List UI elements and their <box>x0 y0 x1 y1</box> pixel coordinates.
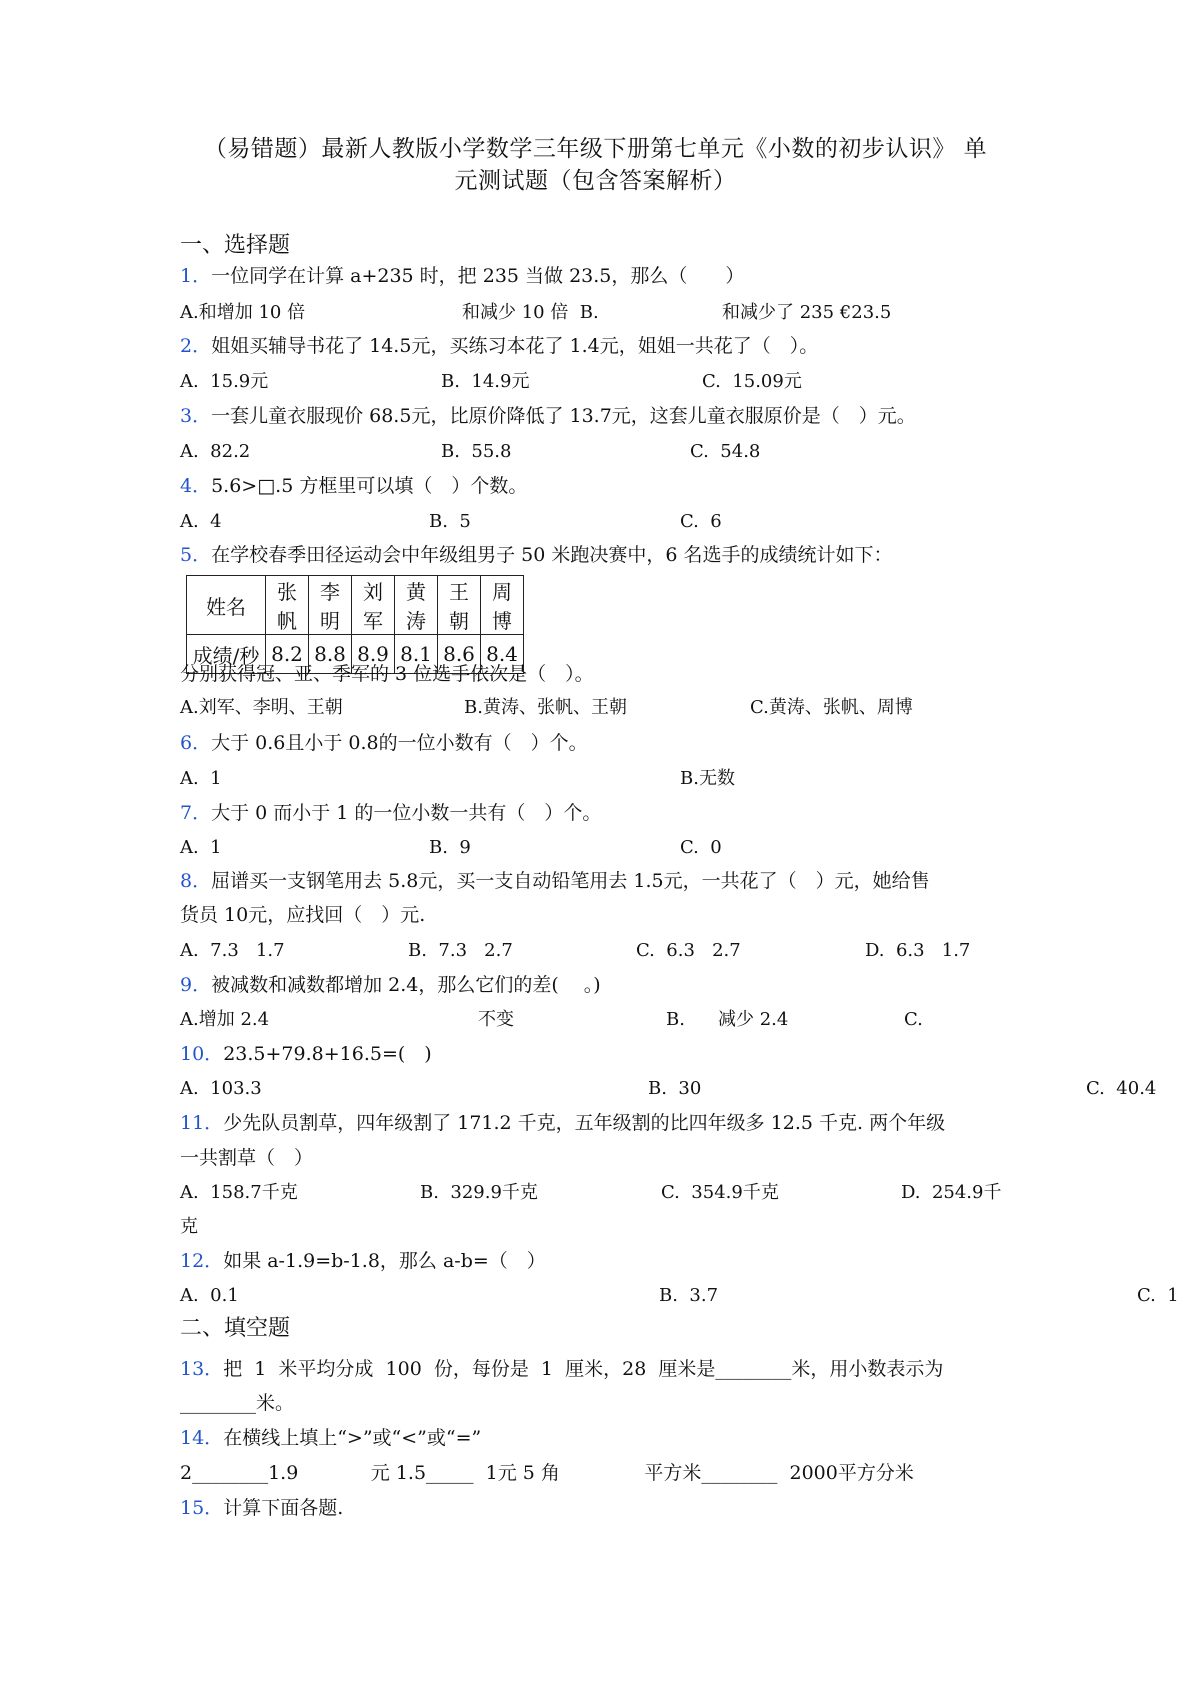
option-d: D. 254.9千 <box>901 1182 1002 1203</box>
table-cell: 8.1 <box>395 635 438 674</box>
option-a: A. 7.3 1.7 <box>180 940 285 961</box>
option-b: B. 3.7 <box>659 1285 719 1306</box>
option-b: B. 5 <box>429 511 471 532</box>
question-6 <box>180 730 588 756</box>
option-a: A. 1 <box>180 837 222 858</box>
question-number: 8． <box>180 870 212 892</box>
option-b: B. 329.9千克 <box>420 1182 538 1203</box>
option-b: B.无数 <box>680 768 735 789</box>
question-number: 9． <box>180 974 212 996</box>
option-c: C. 40.4 <box>1086 1078 1157 1099</box>
question-number: 7． <box>180 802 212 824</box>
option-a: A. 1 <box>180 768 222 789</box>
option-a: A. 15.9元 <box>180 371 269 392</box>
section-heading-fill: 二、填空题 <box>180 1316 291 1341</box>
option-b: B. 14.9元 <box>441 371 530 392</box>
option-a: A.增加 2.4 <box>180 1009 270 1030</box>
option-b-text: 减少 2.4 <box>718 1009 789 1030</box>
question-3 <box>180 403 916 429</box>
question-14 <box>180 1425 481 1451</box>
question-1 <box>180 263 744 289</box>
question-5 <box>180 542 892 568</box>
question-13 <box>180 1356 943 1382</box>
option-a: A. 158.7千克 <box>180 1182 298 1203</box>
question-text: 在横线上填上“>”或“<”或“=” <box>223 1427 482 1449</box>
question-text: 被减数和减数都增加 2.4，那么它们的差( 。) <box>211 974 601 996</box>
question-text: 屈谱买一支钢笔用去 5.8元，买一支自动铅笔用去 1.5元，一共花了（ ）元，她给售 <box>211 870 930 892</box>
option-b: B. <box>666 1009 685 1030</box>
question-number: 3． <box>180 405 212 427</box>
question-text: 把 1 米平均分成 100 份，每份是 1 厘米，28 厘米是________米，用小数表示为 <box>223 1358 944 1380</box>
option-b: B. 30 <box>648 1078 702 1099</box>
option-c: C. 6.3 2.7 <box>636 940 741 961</box>
option-c: C. 15.09元 <box>702 371 802 392</box>
question-14-blanks: 2________1.9 元 1.5_____ 1元 5 角 平方米________ 2000平方分米 <box>180 1462 914 1484</box>
option-c: C. 354.9千克 <box>661 1182 779 1203</box>
table-cell: 周博 <box>481 576 524 635</box>
option-a: A. 103.3 <box>180 1078 262 1099</box>
question-number: 4． <box>180 475 212 497</box>
option-a: A.和增加 10 倍 <box>180 302 306 323</box>
option-a: A. 82.2 <box>180 441 251 462</box>
option-c: 和减少了 235 €23.5 <box>722 302 892 323</box>
table-row <box>187 576 524 635</box>
question-10 <box>180 1041 432 1067</box>
document-title <box>150 133 1041 197</box>
question-7 <box>180 800 601 826</box>
question-12 <box>180 1248 546 1274</box>
question-4 <box>180 473 527 499</box>
question-text: 23.5+79.8+16.5=( ) <box>223 1043 432 1065</box>
option-c: C. 54.8 <box>690 441 761 462</box>
question-text: 姐姐买辅导书花了 14.5元，买练习本花了 1.4元，姐姐一共花了（ ）。 <box>211 335 819 357</box>
question-15 <box>180 1495 343 1521</box>
option-b: B. 9 <box>429 837 471 858</box>
question-text: 大于 0.6且小于 0.8的一位小数有（ ）个。 <box>211 732 588 754</box>
question-5-follow: 分别获得冠、亚、季军的 3 位选手依次是（ ）。 <box>180 663 594 685</box>
table-cell: 8.2 <box>266 635 309 674</box>
option-c: C. <box>904 1009 923 1030</box>
table-cell: 8.8 <box>309 635 352 674</box>
table-cell: 李明 <box>309 576 352 635</box>
question-text: 如果 a-1.9=b-1.8，那么 a-b=（ ） <box>223 1250 546 1272</box>
question-2 <box>180 333 818 359</box>
question-text: 5.6>□.5 方框里可以填（ ）个数。 <box>211 475 528 497</box>
table-cell: 8.9 <box>352 635 395 674</box>
option-c: C. 1 <box>1137 1285 1179 1306</box>
table-cell: 王朝 <box>438 576 481 635</box>
question-number: 15． <box>180 1497 224 1519</box>
option-a: A. 0.1 <box>180 1285 239 1306</box>
question-8 <box>180 868 930 894</box>
question-number: 10． <box>180 1043 224 1065</box>
section-heading-choice: 一、选择题 <box>180 233 291 258</box>
option-a: A. 4 <box>180 511 222 532</box>
title-line-2: 元测试题（包含答案解析） <box>454 168 737 194</box>
question-13-line-2: ________米。 <box>180 1392 295 1414</box>
question-number: 5． <box>180 544 212 566</box>
table-cell: 8.6 <box>438 635 481 674</box>
question-number: 2． <box>180 335 212 357</box>
question-number: 14． <box>180 1427 224 1449</box>
question-11-line-2: 一共割草（ ） <box>180 1147 314 1169</box>
option-d: D. 6.3 1.7 <box>865 940 971 961</box>
table-cell: 8.4 <box>481 635 524 674</box>
table-cell: 刘军 <box>352 576 395 635</box>
question-number: 13． <box>180 1358 224 1380</box>
table-header-name: 姓名 <box>187 576 266 635</box>
option-b: B.黄涛、张帆、王朝 <box>464 697 627 718</box>
option-a: A.刘军、李明、王朝 <box>180 697 343 718</box>
question-number: 11． <box>180 1112 224 1134</box>
option-c: C. 0 <box>680 837 722 858</box>
table-cell: 黄涛 <box>395 576 438 635</box>
question-number: 12． <box>180 1250 224 1272</box>
table-header-score: 成绩/秒 <box>187 635 266 674</box>
results-table <box>186 575 524 674</box>
question-number: 6． <box>180 732 212 754</box>
option-b: B. 55.8 <box>441 441 512 462</box>
question-text: 一位同学在计算 a+235 时，把 235 当做 23.5，那么（ ） <box>211 265 745 287</box>
question-11 <box>180 1110 945 1136</box>
title-line-1: （易错题）最新人教版小学数学三年级下册第七单元《小数的初步认识》 单 <box>203 136 988 162</box>
option-b: 和减少 10 倍 B. <box>462 302 599 323</box>
table-cell: 张帆 <box>266 576 309 635</box>
question-text: 在学校春季田径运动会中年级组男子 50 米跑决赛中，6 名选手的成绩统计如下： <box>211 544 893 566</box>
question-8-line-2: 货员 10元，应找回（ ）元. <box>180 904 426 926</box>
question-text: 一套儿童衣服现价 68.5元，比原价降低了 13.7元，这套儿童衣服原价是（ ）元。 <box>211 405 916 427</box>
question-text: 少先队员割草，四年级割了 171.2 千克，五年级割的比四年级多 12.5 千克. 两个年级 <box>223 1112 946 1134</box>
question-text: 大于 0 而小于 1 的一位小数一共有（ ）个。 <box>211 802 602 824</box>
option-c: C. 6 <box>680 511 722 532</box>
question-number: 1． <box>180 265 212 287</box>
option-d-wrap: 克 <box>180 1216 198 1237</box>
question-9 <box>180 972 601 998</box>
option-a-text: 不变 <box>478 1009 514 1030</box>
question-text: 计算下面各题. <box>223 1497 344 1519</box>
option-b: B. 7.3 2.7 <box>408 940 513 961</box>
option-c: C.黄涛、张帆、周博 <box>750 697 913 718</box>
